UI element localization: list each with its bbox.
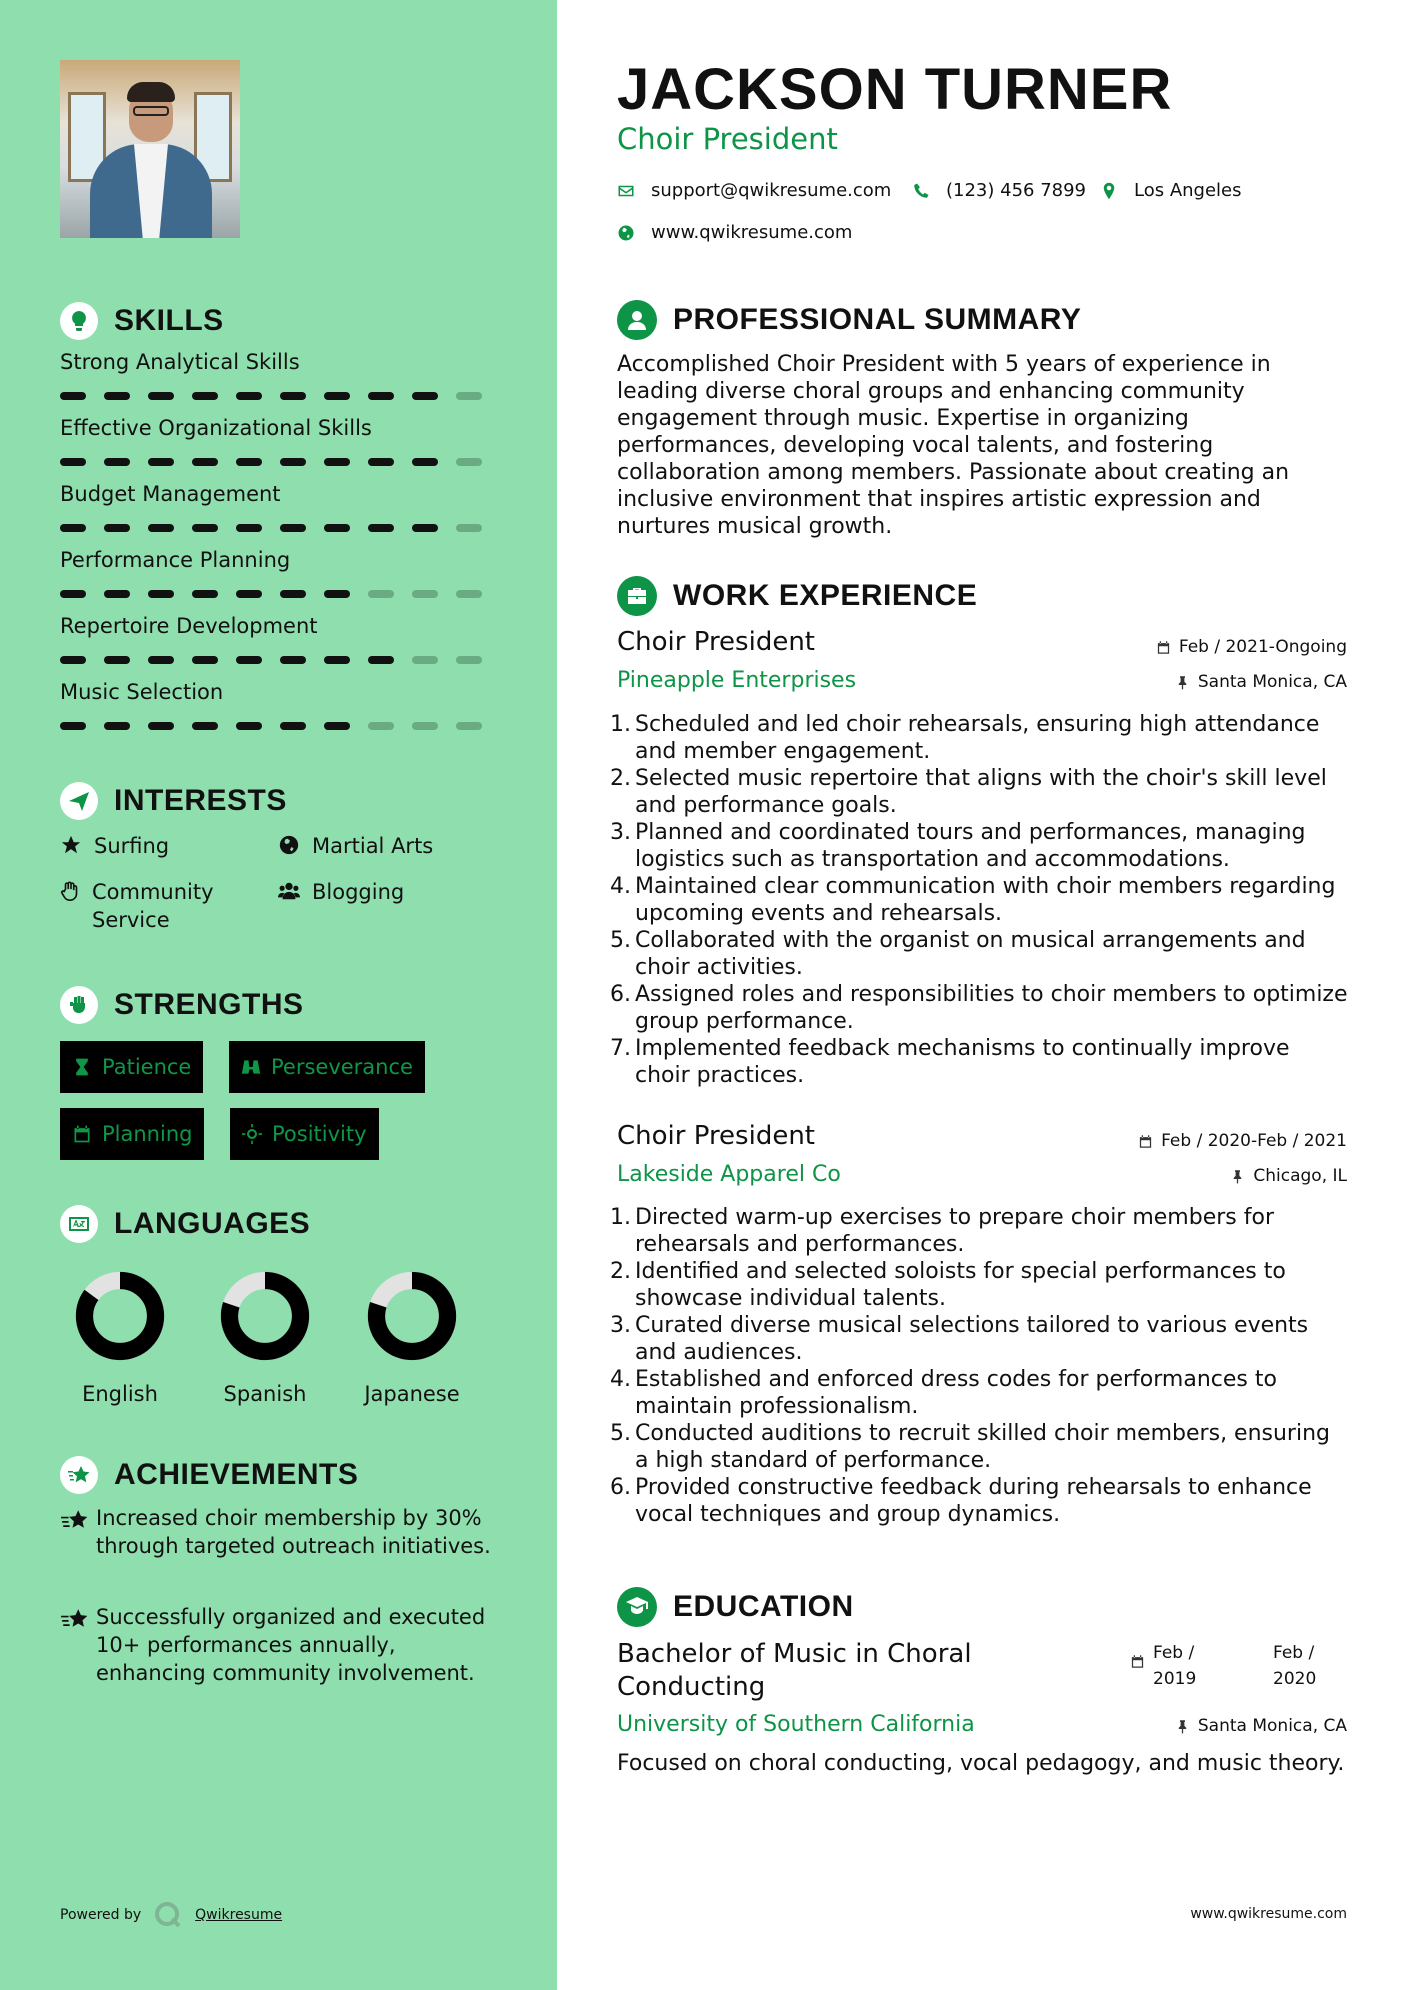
language-item bbox=[195, 1268, 335, 1406]
job-title: Choir President bbox=[617, 1121, 815, 1151]
skill-segment-empty bbox=[412, 656, 438, 664]
skills-title: SKILLS bbox=[114, 304, 224, 337]
skill-segment-filled bbox=[60, 722, 86, 730]
skill-segment-filled bbox=[324, 392, 350, 400]
skill-level-bar bbox=[60, 722, 500, 730]
skill-segment-filled bbox=[60, 458, 86, 466]
achievement-item bbox=[60, 1603, 500, 1687]
contact-website bbox=[617, 222, 852, 243]
skill-segment-filled bbox=[280, 458, 306, 466]
summary-heading bbox=[617, 300, 1081, 340]
strengths-heading bbox=[60, 986, 304, 1024]
interest-surfing bbox=[60, 832, 169, 860]
skill-item bbox=[60, 614, 500, 664]
star-icon bbox=[60, 834, 84, 858]
language-ring bbox=[217, 1268, 313, 1364]
skill-segment-filled bbox=[324, 590, 350, 598]
profile-photo bbox=[60, 60, 240, 238]
paper-plane-icon bbox=[60, 782, 98, 820]
job-bullets bbox=[610, 711, 1350, 1089]
skill-segment-filled bbox=[280, 524, 306, 532]
skill-level-bar bbox=[60, 590, 500, 598]
strength-tag-patience bbox=[60, 1041, 203, 1093]
skill-segment-filled bbox=[324, 458, 350, 466]
graduate-icon bbox=[617, 1587, 657, 1627]
bullet-number: 6. bbox=[610, 982, 631, 1007]
job-location bbox=[1175, 672, 1347, 692]
lightbulb-icon bbox=[60, 302, 98, 340]
contact-email bbox=[617, 180, 891, 201]
photo-glasses bbox=[133, 106, 169, 116]
job-company: Lakeside Apparel Co bbox=[617, 1162, 841, 1187]
bullet-number: 3. bbox=[610, 1313, 631, 1338]
skill-segment-filled bbox=[280, 392, 306, 400]
skill-segment-empty bbox=[456, 590, 482, 598]
languages-heading bbox=[60, 1205, 310, 1243]
experience-heading bbox=[617, 576, 977, 616]
shooting-star-icon bbox=[60, 1607, 96, 1687]
skill-segment-filled bbox=[412, 458, 438, 466]
language-item bbox=[342, 1268, 482, 1406]
bullet-text: Conducted auditions to recruit skilled choir members, ensuring a high standard of performance. bbox=[635, 1421, 1330, 1473]
skill-segment-filled bbox=[104, 392, 130, 400]
achievement-text: Increased choir membership by 30% through targeted outreach initiatives. bbox=[96, 1506, 491, 1558]
bullet-number: 2. bbox=[610, 766, 631, 791]
skill-segment-filled bbox=[104, 656, 130, 664]
skill-level-bar bbox=[60, 458, 500, 466]
education-title: EDUCATION bbox=[673, 1590, 854, 1623]
interests-heading bbox=[60, 782, 287, 820]
education-end-text: Feb / 2020 bbox=[1273, 1643, 1317, 1689]
achievements-heading bbox=[60, 1456, 358, 1494]
interest-label: Surfing bbox=[94, 834, 170, 858]
fist-icon bbox=[60, 986, 98, 1024]
education-degree: Bachelor of Music in Choral Conducting bbox=[617, 1639, 972, 1702]
skill-segment-filled bbox=[148, 590, 174, 598]
envelope-icon bbox=[617, 182, 635, 200]
job-dates bbox=[1138, 1131, 1347, 1151]
skill-segment-filled bbox=[280, 656, 306, 664]
powered-by bbox=[60, 1900, 282, 1930]
bullet-text: Directed warm-up exercises to prepare choir members for rehearsals and performances. bbox=[635, 1205, 1274, 1257]
shooting-star-icon bbox=[60, 1508, 96, 1560]
skill-segment-filled bbox=[148, 392, 174, 400]
skill-segment-filled bbox=[236, 590, 262, 598]
bullet-number: 2. bbox=[610, 1259, 631, 1284]
language-label: Spanish bbox=[223, 1382, 307, 1406]
bullet-number: 4. bbox=[610, 1367, 631, 1392]
job-location-text: Chicago, IL bbox=[1253, 1166, 1347, 1186]
skill-segment-empty bbox=[368, 590, 394, 598]
bullet-text: Curated diverse musical selections tailored to various events and audiences. bbox=[635, 1313, 1309, 1365]
pushpin-icon bbox=[1230, 1169, 1245, 1184]
summary-text: Accomplished Choir President with 5 years of experience in leading diverse choral groups and enhancing community engagement through music. Expertise in organizing performances, developing vocal talents, and fostering collaboration among members. Passionate about creating an inclusive environment that inspires artistic expression and nurtures musical growth. bbox=[617, 352, 1290, 539]
skill-item bbox=[60, 350, 500, 400]
strength-tag-planning bbox=[60, 1108, 204, 1160]
binoculars-icon bbox=[241, 1057, 261, 1077]
skill-segment-filled bbox=[148, 656, 174, 664]
language-label: English bbox=[82, 1382, 158, 1406]
strength-label: Patience bbox=[102, 1055, 192, 1079]
skill-segment-filled bbox=[412, 392, 438, 400]
skill-item bbox=[60, 416, 500, 466]
job-bullet bbox=[610, 981, 1350, 1035]
bullet-text: Identified and selected soloists for special performances to showcase individual talents. bbox=[635, 1259, 1286, 1311]
interest-label: Community Service bbox=[92, 880, 214, 932]
contact-location bbox=[1100, 180, 1242, 201]
language-icon bbox=[60, 1205, 98, 1243]
bullet-number: 5. bbox=[610, 928, 631, 953]
skill-segment-empty bbox=[412, 722, 438, 730]
bullet-text: Planned and coordinated tours and performances, managing logistics such as transportation and accommodations. bbox=[635, 820, 1306, 872]
strength-label: Planning bbox=[102, 1122, 193, 1146]
job-company: Pineapple Enterprises bbox=[617, 668, 857, 693]
skills-heading bbox=[60, 302, 224, 340]
bullet-number: 1. bbox=[610, 1205, 631, 1230]
skill-segment-filled bbox=[60, 392, 86, 400]
job-title: Choir President bbox=[617, 627, 815, 657]
bullet-text: Collaborated with the organist on musical arrangements and choir activities. bbox=[635, 928, 1306, 980]
achievement-text: Successfully organized and executed 10+ performances annually, enhancing community involvement. bbox=[96, 1605, 486, 1685]
skill-label: Budget Management bbox=[60, 482, 281, 506]
skill-item bbox=[60, 548, 500, 598]
experience-title: WORK EXPERIENCE bbox=[673, 579, 978, 612]
bullet-text: Provided constructive feedback during rehearsals to enhance vocal techniques and group dynamics. bbox=[635, 1475, 1312, 1527]
bullet-number: 4. bbox=[610, 874, 631, 899]
skill-segment-filled bbox=[192, 590, 218, 598]
skill-segment-filled bbox=[368, 392, 394, 400]
skill-segment-filled bbox=[324, 656, 350, 664]
skill-segment-filled bbox=[104, 590, 130, 598]
skill-level-bar bbox=[60, 524, 500, 532]
skill-segment-filled bbox=[148, 524, 174, 532]
skill-segment-filled bbox=[148, 722, 174, 730]
interests-title: INTERESTS bbox=[114, 784, 287, 817]
location-text: Los Angeles bbox=[1134, 180, 1242, 201]
education-heading bbox=[617, 1587, 854, 1627]
education-start-text: Feb / 2019 bbox=[1153, 1643, 1197, 1689]
candidate-role: Choir President bbox=[617, 122, 838, 156]
globe-icon bbox=[617, 224, 635, 242]
education-school: University of Southern California bbox=[617, 1712, 975, 1737]
achievements-title: ACHIEVEMENTS bbox=[114, 1458, 359, 1491]
user-icon bbox=[617, 300, 657, 340]
skill-segment-empty bbox=[456, 392, 482, 400]
email-text[interactable]: support@qwikresume.com bbox=[651, 180, 892, 201]
job-dates-text: Feb / 2021-Ongoing bbox=[1178, 637, 1347, 657]
skill-label: Music Selection bbox=[60, 680, 224, 704]
job-bullet bbox=[610, 711, 1350, 765]
job-bullets bbox=[610, 1204, 1350, 1528]
skill-segment-empty bbox=[456, 458, 482, 466]
powered-by-label: Powered by bbox=[60, 1907, 142, 1923]
skill-label: Performance Planning bbox=[60, 548, 291, 572]
education-location-text: Santa Monica, CA bbox=[1197, 1716, 1347, 1736]
photo-hair bbox=[127, 82, 175, 102]
skill-segment-empty bbox=[368, 722, 394, 730]
language-label: Japanese bbox=[364, 1382, 460, 1406]
interest-martial-arts bbox=[278, 832, 433, 860]
language-ring bbox=[72, 1268, 168, 1364]
job-bullet bbox=[610, 765, 1350, 819]
bullet-text: Implemented feedback mechanisms to continually improve choir practices. bbox=[635, 1036, 1290, 1088]
bullet-text: Established and enforced dress codes for performances to maintain professionalism. bbox=[635, 1367, 1277, 1419]
interest-blogging bbox=[278, 878, 404, 906]
calendar-icon bbox=[1130, 1654, 1145, 1669]
skill-segment-filled bbox=[192, 458, 218, 466]
education-start bbox=[1130, 1640, 1207, 1692]
job-bullet bbox=[610, 819, 1350, 873]
sun-icon bbox=[242, 1124, 262, 1144]
language-ring bbox=[364, 1268, 460, 1364]
bullet-number: 1. bbox=[610, 712, 631, 737]
achievement-item bbox=[60, 1504, 500, 1560]
pushpin-icon bbox=[1175, 1719, 1190, 1734]
skill-segment-filled bbox=[368, 458, 394, 466]
job-bullet bbox=[610, 1474, 1350, 1528]
strengths-title: STRENGTHS bbox=[114, 988, 304, 1021]
bullet-number: 5. bbox=[610, 1421, 631, 1446]
website-text[interactable]: www.qwikresume.com bbox=[651, 222, 853, 243]
skill-segment-filled bbox=[324, 524, 350, 532]
contact-phone bbox=[912, 180, 1086, 201]
interest-label: Martial Arts bbox=[312, 834, 434, 858]
job-location-text: Santa Monica, CA bbox=[1197, 672, 1347, 692]
bullet-text: Selected music repertoire that aligns with the choir's skill level and performance goals. bbox=[635, 766, 1327, 818]
job-dates bbox=[1156, 637, 1347, 657]
hourglass-icon bbox=[72, 1057, 92, 1077]
sidebar bbox=[0, 0, 557, 1990]
skill-segment-filled bbox=[280, 722, 306, 730]
skill-item bbox=[60, 680, 500, 730]
job-location bbox=[1230, 1166, 1347, 1186]
strength-label: Perseverance bbox=[271, 1055, 413, 1079]
skill-segment-filled bbox=[192, 524, 218, 532]
qwikresume-link[interactable]: Qwikresume bbox=[195, 1907, 283, 1923]
briefcase-icon bbox=[617, 576, 657, 616]
interest-community-service bbox=[60, 878, 250, 934]
qwikresume-logo-icon bbox=[153, 1900, 183, 1930]
education-text: Focused on choral conducting, vocal pedagogy, and music theory. bbox=[617, 1751, 1345, 1776]
bullet-number: 6. bbox=[610, 1475, 631, 1500]
job-bullet bbox=[610, 1366, 1350, 1420]
education-end bbox=[1273, 1640, 1329, 1692]
phone-text[interactable]: (123) 456 7899 bbox=[946, 180, 1087, 201]
bullet-number: 3. bbox=[610, 820, 631, 845]
summary-title: PROFESSIONAL SUMMARY bbox=[673, 303, 1082, 336]
skill-label: Effective Organizational Skills bbox=[60, 416, 372, 440]
skill-label: Repertoire Development bbox=[60, 614, 318, 638]
skill-segment-filled bbox=[236, 656, 262, 664]
job-bullet bbox=[610, 1035, 1350, 1089]
users-icon bbox=[278, 880, 302, 904]
job-bullet bbox=[610, 873, 1350, 927]
skill-segment-filled bbox=[104, 458, 130, 466]
bullet-text: Assigned roles and responsibilities to choir members to optimize group performance. bbox=[635, 982, 1348, 1034]
skill-segment-filled bbox=[236, 392, 262, 400]
skill-item bbox=[60, 482, 500, 532]
job-bullet bbox=[610, 1204, 1350, 1258]
skill-label: Strong Analytical Skills bbox=[60, 350, 300, 374]
strength-tag-perseverance bbox=[229, 1041, 425, 1093]
skill-segment-empty bbox=[412, 590, 438, 598]
calendar-icon bbox=[1156, 640, 1171, 655]
skill-segment-filled bbox=[192, 722, 218, 730]
skill-segment-empty bbox=[456, 524, 482, 532]
star-badge-icon bbox=[60, 1456, 98, 1494]
phone-icon bbox=[912, 182, 930, 200]
skill-segment-filled bbox=[236, 458, 262, 466]
skill-segment-filled bbox=[60, 524, 86, 532]
skill-segment-filled bbox=[60, 656, 86, 664]
skill-segment-filled bbox=[148, 458, 174, 466]
skill-segment-filled bbox=[192, 656, 218, 664]
skill-segment-filled bbox=[236, 524, 262, 532]
globe-icon bbox=[278, 834, 302, 858]
bullet-text: Scheduled and led choir rehearsals, ensuring high attendance and member engagement. bbox=[635, 712, 1320, 764]
skill-level-bar bbox=[60, 656, 500, 664]
skill-level-bar bbox=[60, 392, 500, 400]
skill-segment-filled bbox=[412, 524, 438, 532]
skill-segment-filled bbox=[236, 722, 262, 730]
language-item bbox=[50, 1268, 190, 1406]
footer-url[interactable]: www.qwikresume.com bbox=[1190, 1906, 1347, 1922]
job-dates-text: Feb / 2020-Feb / 2021 bbox=[1161, 1131, 1347, 1151]
job-bullet bbox=[610, 1312, 1350, 1366]
education-location bbox=[1175, 1716, 1347, 1736]
strength-tag-positivity bbox=[230, 1108, 379, 1160]
skill-segment-filled bbox=[60, 590, 86, 598]
job-bullet bbox=[610, 1420, 1350, 1474]
hand-icon bbox=[60, 880, 82, 904]
skill-segment-filled bbox=[324, 722, 350, 730]
pushpin-icon bbox=[1175, 675, 1190, 690]
skill-segment-filled bbox=[104, 722, 130, 730]
skill-segment-empty bbox=[456, 722, 482, 730]
skill-segment-empty bbox=[456, 656, 482, 664]
interest-label: Blogging bbox=[312, 880, 405, 904]
job-bullet bbox=[610, 1258, 1350, 1312]
skill-segment-filled bbox=[368, 524, 394, 532]
candidate-name: JACKSON TURNER bbox=[617, 57, 1173, 122]
calendar-icon bbox=[72, 1124, 92, 1144]
skill-segment-filled bbox=[192, 392, 218, 400]
skill-segment-filled bbox=[368, 656, 394, 664]
map-pin-icon bbox=[1100, 182, 1118, 200]
calendar-icon bbox=[1138, 1134, 1153, 1149]
job-bullet bbox=[610, 927, 1350, 981]
bullet-text: Maintained clear communication with choir members regarding upcoming events and rehearsals. bbox=[635, 874, 1336, 926]
skill-segment-filled bbox=[104, 524, 130, 532]
bullet-number: 7. bbox=[610, 1036, 631, 1061]
strength-label: Positivity bbox=[272, 1122, 367, 1146]
languages-title: LANGUAGES bbox=[114, 1207, 311, 1240]
skill-segment-filled bbox=[280, 590, 306, 598]
